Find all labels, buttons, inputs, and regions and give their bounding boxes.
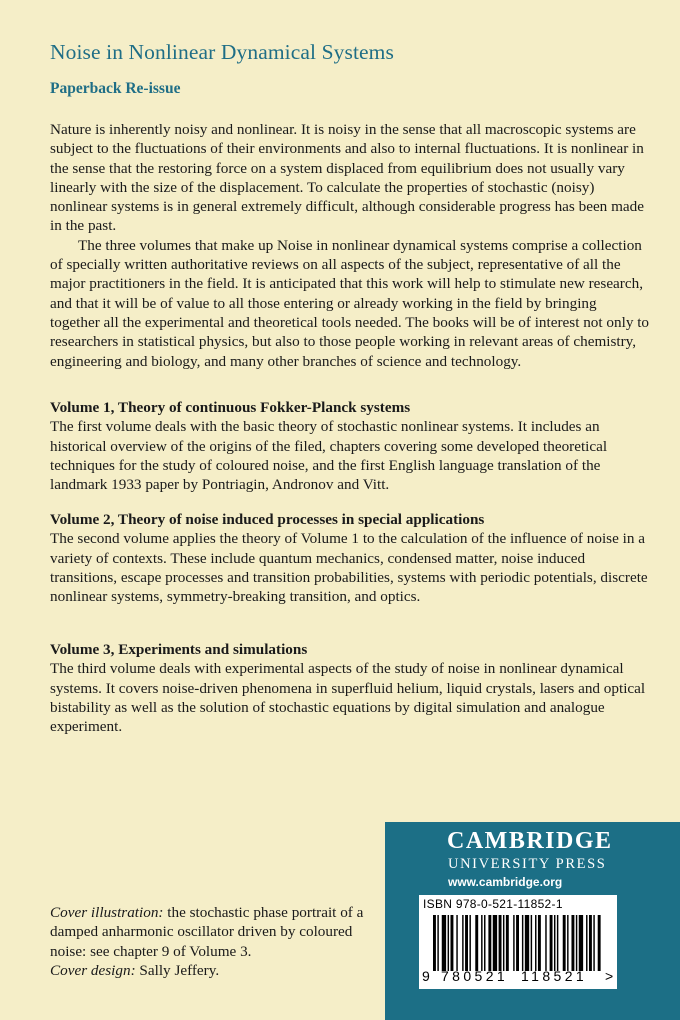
- intro-section: [50, 120, 650, 371]
- illustration-label: Cover illustration:: [50, 904, 164, 921]
- barcode-digits-left: 780521: [441, 968, 509, 984]
- isbn-label: ISBN 978-0-521-11852-1: [423, 897, 563, 911]
- publisher-subname: UNIVERSITY PRESS: [448, 856, 607, 872]
- volume-1-heading: Volume 1, Theory of continuous Fokker-Planck systems: [50, 399, 411, 416]
- volume-1-section: [50, 398, 650, 494]
- illustration-text: the stochastic phase portrait of a damped anharmonic oscillator driven by coloured noise: see chapter 9 of Volume 3.: [50, 904, 364, 960]
- intro-paragraph-1: Nature is inherently noisy and nonlinear. It is noisy in the sense that all macroscopic systems are subject to the fluctuations of their environments and also to internal fluctuations. It is nonlinear in the sense that the restoring force on a system displaced from equilibrium does not usually vary linearly with the size of the displacement. To calculate the properties of stochastic (noisy) nonlinear systems is in general extremely difficult, although considerable progress has been made in the past.: [50, 121, 644, 235]
- intro-paragraph-2: The three volumes that make up Noise in nonlinear dynamical systems comprise a collection of specially written authoritative reviews on all aspects of the subject, representative of all the major practitioners in the field. It is anticipated that this work will help to stimulate new research, and that it will be of value to all those entering or already working in the field by bringing together all the experimental and theoretical tools needed. The books will be of interest not only to researchers in statistical physics, but also to those people working in relevant areas of chemistry, engineering and biology, and many other branches of science and technology.: [50, 236, 650, 370]
- design-text: Sally Jeffery.: [139, 961, 220, 979]
- volume-2-heading: Volume 2, Theory of noise induced processes in special applications: [50, 511, 485, 528]
- volume-3-heading: Volume 3, Experiments and simulations: [50, 641, 308, 658]
- volume-2-text: The second volume applies the theory of Volume 1 to the calculation of the influence of noise in a variety of contexts. These include quantum mechanics, condensed matter, noise induced transitions, escape processes and transition probabilities, systems with periodic potentials, discrete nonlinear systems, symmetry-breaking transition, and optics.: [50, 530, 648, 606]
- volume-1-text: The first volume deals with the basic theory of stochastic nonlinear systems. It includes an historical overview of the origins of the filed, chapters covering some developed theoretical techniques for the study of coloured noise, and the first English language translation of the landmark 1933 paper by Pontriagin, Andronov and Vitt.: [50, 418, 608, 494]
- cover-credits: [50, 903, 380, 980]
- book-subtitle: Paperback Re-issue: [50, 80, 181, 97]
- publisher-website: www.cambridge.org: [448, 875, 563, 889]
- volume-2-section: [50, 510, 650, 606]
- barcode-digits-right: 118521: [521, 968, 588, 984]
- volume-3-text: The third volume deals with experimental aspects of the study of noise in nonlinear dynamical systems. It covers noise-driven phenomena in superfluid helium, liquid crystals, lasers and optical bistability as well as the solution of stochastic equations by digital simulation and analogue experiment.: [50, 660, 646, 736]
- design-label: Cover design:: [50, 961, 136, 979]
- book-title: Noise in Nonlinear Dynamical Systems: [50, 40, 394, 64]
- volume-3-section: [50, 640, 650, 736]
- publisher-name: CAMBRIDGE: [447, 828, 613, 854]
- barcode-bars-icon: [433, 915, 605, 971]
- isbn-barcode: [419, 895, 617, 989]
- barcode-digit-first: 9: [422, 968, 430, 984]
- barcode-marker: >: [605, 968, 614, 984]
